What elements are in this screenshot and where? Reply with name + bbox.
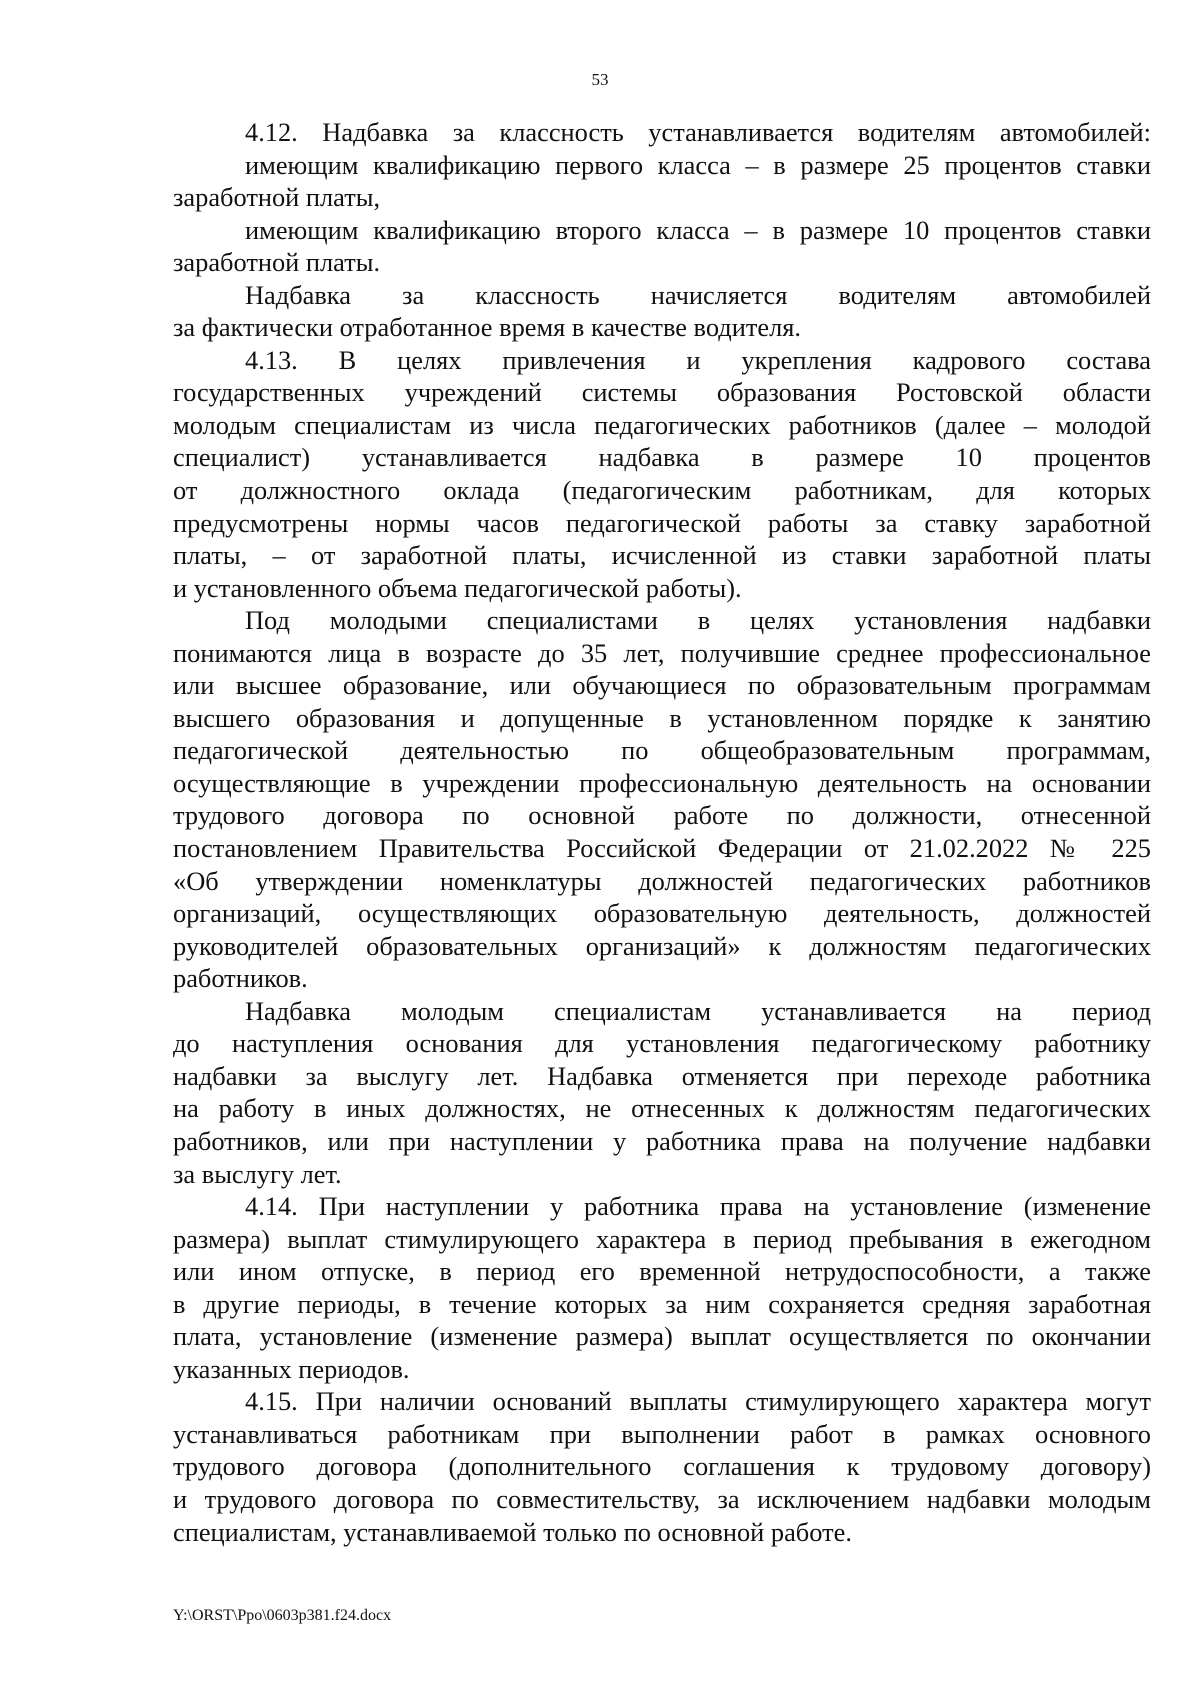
text-line: 4.12. Надбавка за классность устанавливается водителям автомобилей: [245, 117, 1151, 147]
text-line: надбавки за выслугу лет. Надбавка отменяется при переходе работника [173, 1060, 1151, 1091]
text-line: специалистам, устанавливаемой только по основной работе. [173, 1516, 852, 1547]
text-line: работников, или при наступлении у работника права на получение надбавки [173, 1125, 1151, 1156]
text-line: за фактически отработанное время в качестве водителя. [173, 312, 801, 343]
text-line: до наступления основания для установления педагогическому работнику [173, 1028, 1151, 1059]
text-line: и трудового договора по совместительству, за исключением надбавки молодым [173, 1483, 1151, 1514]
page-number: 53 [591, 70, 609, 89]
text-line: трудового договора (дополнительного соглашения к трудовому договору) [173, 1451, 1151, 1482]
text-line: указанных периодов. [173, 1353, 410, 1384]
text-line: постановлением Правительства Российской Федерации от 21.02.2022 № 225 [173, 833, 1151, 864]
text-line: за выслугу лет. [173, 1158, 342, 1189]
text-line: понимаются лица в возрасте до 35 лет, получившие среднее профессиональное [173, 637, 1151, 668]
text-line: специалист) устанавливается надбавка в размере 10 процентов [173, 442, 1151, 473]
document-body [173, 116, 1151, 1548]
text-line: или высшее образование, или обучающиеся по образовательным программам [173, 670, 1151, 701]
text-line: устанавливаться работникам при выполнении работ в рамках основного [173, 1418, 1151, 1449]
text-line: размера) выплат стимулирующего характера в период пребывания в ежегодном [173, 1223, 1151, 1254]
text-line: имеющим квалификацию первого класса – в размере 25 процентов ставки [245, 149, 1151, 180]
text-line: от должностного оклада (педагогическим работникам, для которых [173, 475, 1151, 506]
text-line: плата, установление (изменение размера) выплат осуществляется по окончании [173, 1321, 1151, 1352]
text-line: в другие периоды, в течение которых за ним сохраняется средняя заработная [173, 1288, 1151, 1319]
text-line: осуществляющие в учреждении профессиональную деятельность на основании [173, 767, 1151, 798]
text-line: государственных учреждений системы образования Ростовской области [173, 377, 1151, 408]
text-line: 4.14. При наступлении у работника права на установление (изменение [245, 1191, 1151, 1222]
text-line: педагогической деятельностью по общеобразовательным программам, [173, 735, 1151, 766]
text-line: молодым специалистам из числа педагогических работников (далее – молодой [173, 409, 1151, 440]
text-line: трудового договора по основной работе по должности, отнесенной [173, 800, 1151, 831]
text-line: 4.13. В целях привлечения и укрепления кадрового состава [245, 344, 1151, 375]
text-line: заработной платы. [173, 247, 381, 278]
text-line: имеющим квалификацию второго класса – в размере 10 процентов ставки [245, 214, 1151, 245]
text-line: платы, – от заработной платы, исчисленной из ставки заработной платы [173, 540, 1151, 571]
text-line: предусмотрены нормы часов педагогической работы за ставку заработной [173, 507, 1151, 538]
text-line: работников. [173, 963, 308, 994]
text-line: высшего образования и допущенные в установленном порядке к занятию [173, 702, 1151, 733]
text-line: организаций, осуществляющих образовательную деятельность, должностей [173, 898, 1151, 929]
text-line: заработной платы, [173, 182, 381, 213]
text-line: и установленного объема педагогической работы). [173, 572, 742, 603]
text-line: Надбавка молодым специалистам устанавливается на период [245, 995, 1151, 1026]
text-line: Под молодыми специалистами в целях установления надбавки [245, 605, 1151, 636]
text-line: Надбавка за классность начисляется водителям автомобилей [245, 279, 1151, 310]
text-line: руководителей образовательных организаций» к должностям педагогических [173, 930, 1151, 961]
text-line: на работу в иных должностях, не отнесенных к должностям педагогических [173, 1093, 1151, 1124]
file-path-footer: Y:\ORST\Ppo\0603p381.f24.docx [173, 1607, 392, 1624]
text-line: или ином отпуске, в период его временной нетрудоспособности, а также [173, 1256, 1151, 1287]
text-line: «Об утверждении номенклатуры должностей педагогических работников [173, 865, 1151, 896]
text-line: 4.15. При наличии оснований выплаты стимулирующего характера могут [245, 1386, 1151, 1417]
